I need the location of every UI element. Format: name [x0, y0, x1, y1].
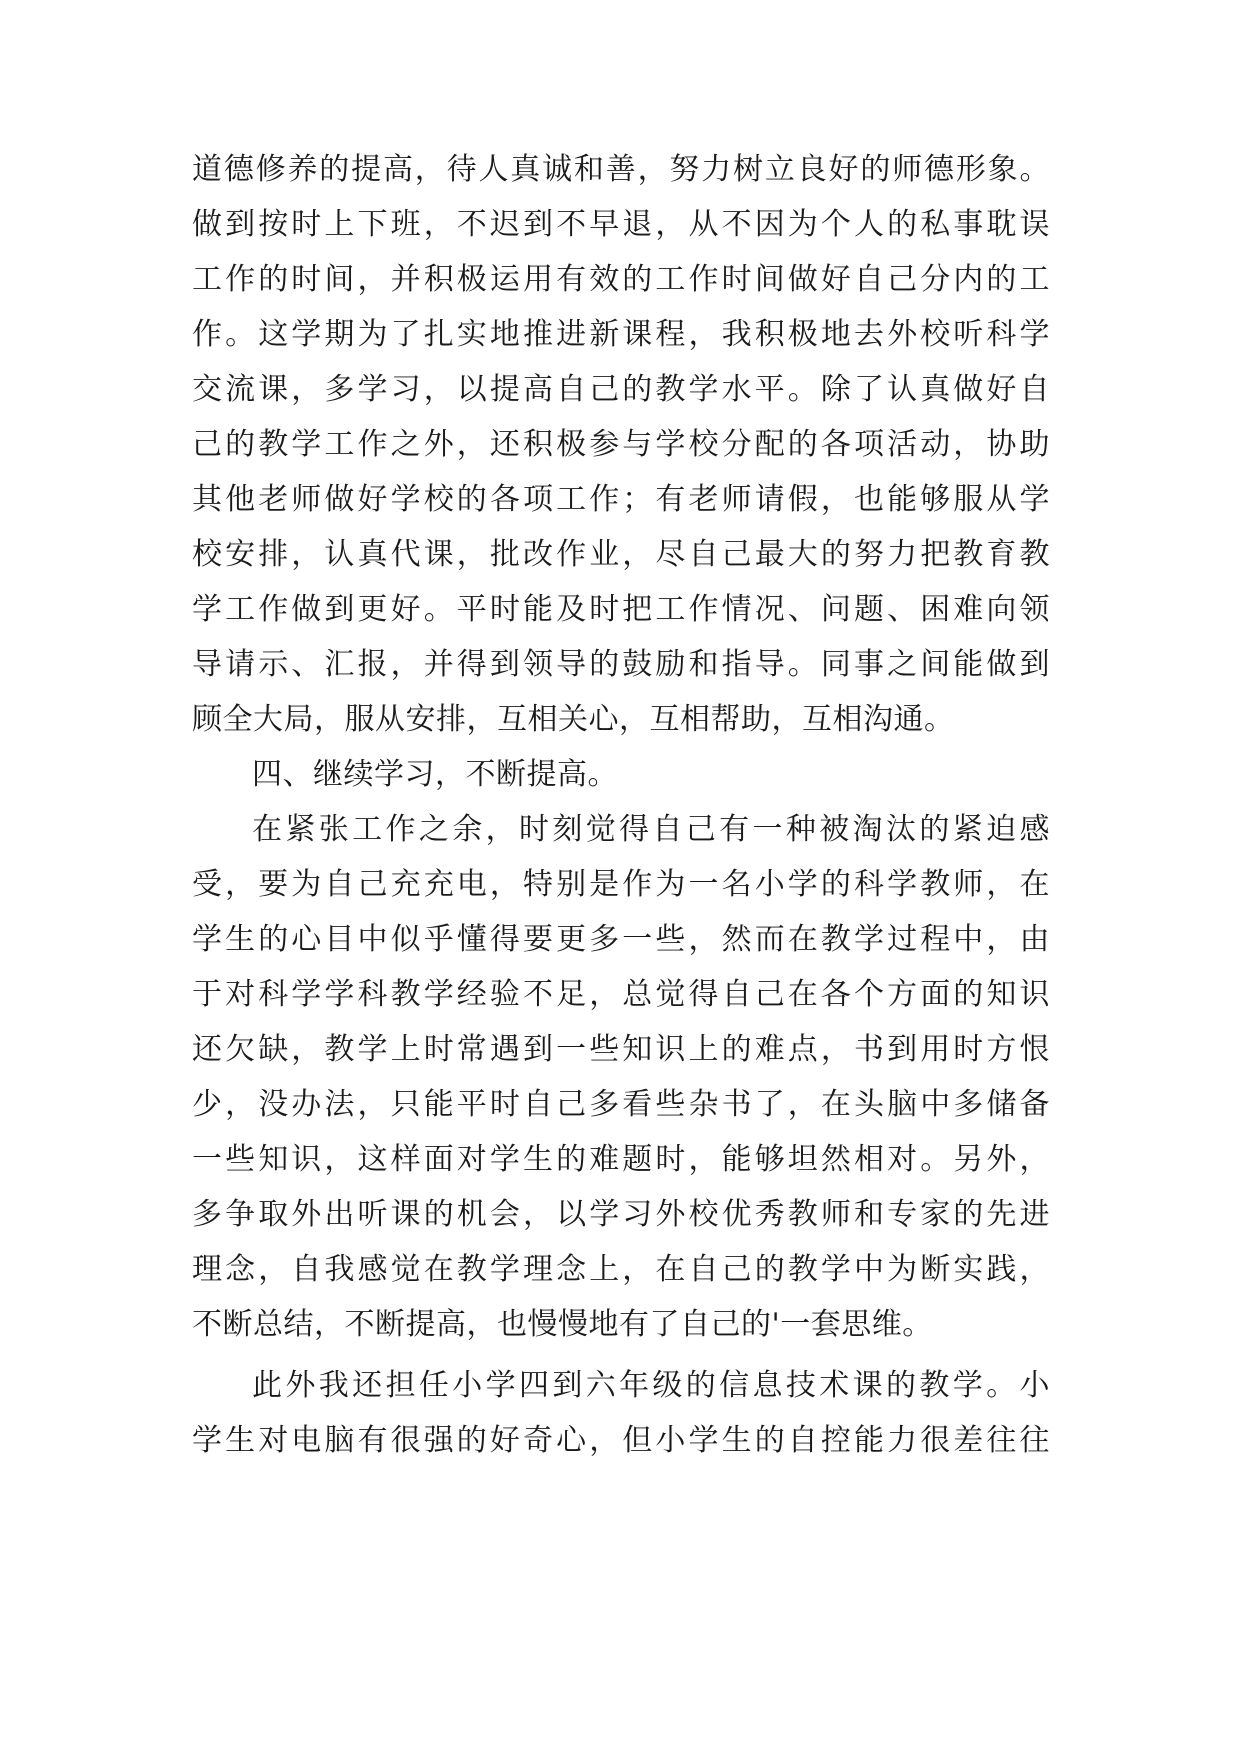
text-line: 顾全大局，服从安排，互相关心，互相帮助，互相沟通。: [192, 702, 955, 737]
text-line: 道德修养的提高，待人真诚和善，努力树立良好的师德形象。: [192, 152, 1050, 187]
text-line: 在紧张工作之余，时刻觉得自己有一种被淘汰的紧迫感: [252, 812, 1050, 847]
section-heading: 四、继续学习，不断提高。: [252, 757, 618, 792]
text-line: 不断总结，不断提高，也慢慢地有了自己的'一套思维。: [192, 1307, 933, 1342]
text-line: 受，要为自己充充电，特别是作为一名小学的科学教师，在: [192, 867, 1050, 902]
text-line: 工作的时间，并积极运用有效的工作时间做好自己分内的工: [192, 262, 1050, 297]
text-line: 导请示、汇报，并得到领导的鼓励和指导。同事之间能做到: [192, 647, 1050, 682]
text-line: 作。这学期为了扎实地推进新课程，我积极地去外校听科学: [192, 317, 1050, 352]
text-line: 还欠缺，教学上时常遇到一些知识上的难点，书到用时方恨: [192, 1032, 1050, 1067]
text-line: 学生的心目中似乎懂得要更多一些，然而在教学过程中，由: [192, 922, 1050, 957]
text-line: 理念，自我感觉在教学理念上，在自己的教学中为断实践，: [192, 1252, 1050, 1287]
body-text: [192, 142, 1050, 1468]
text-line: 此外我还担任小学四到六年级的信息技术课的教学。小: [252, 1368, 1050, 1403]
text-line: 做到按时上下班，不迟到不早退，从不因为个人的私事耽误: [192, 207, 1050, 242]
text-line: 多争取外出听课的机会，以学习外校优秀教师和专家的先进: [192, 1197, 1050, 1232]
text-line: 其他老师做好学校的各项工作；有老师请假，也能够服从学: [192, 482, 1050, 517]
text-line: 校安排，认真代课，批改作业，尽自己最大的努力把教育教: [192, 537, 1050, 572]
text-line: 交流课，多学习，以提高自己的教学水平。除了认真做好自: [192, 372, 1050, 407]
text-line: 一些知识，这样面对学生的难题时，能够坦然相对。另外，: [192, 1142, 1050, 1177]
text-line: 学生对电脑有很强的好奇心，但小学生的自控能力很差往往: [192, 1423, 1050, 1458]
text-line: 学工作做到更好。平时能及时把工作情况、问题、困难向领: [192, 592, 1050, 627]
text-line: 少，没办法，只能平时自己多看些杂书了，在头脑中多储备: [192, 1087, 1050, 1122]
text-line: 于对科学学科教学经验不足，总觉得自己在各个方面的知识: [192, 977, 1050, 1012]
text-line: 己的教学工作之外，还积极参与学校分配的各项活动，协助: [192, 427, 1050, 462]
